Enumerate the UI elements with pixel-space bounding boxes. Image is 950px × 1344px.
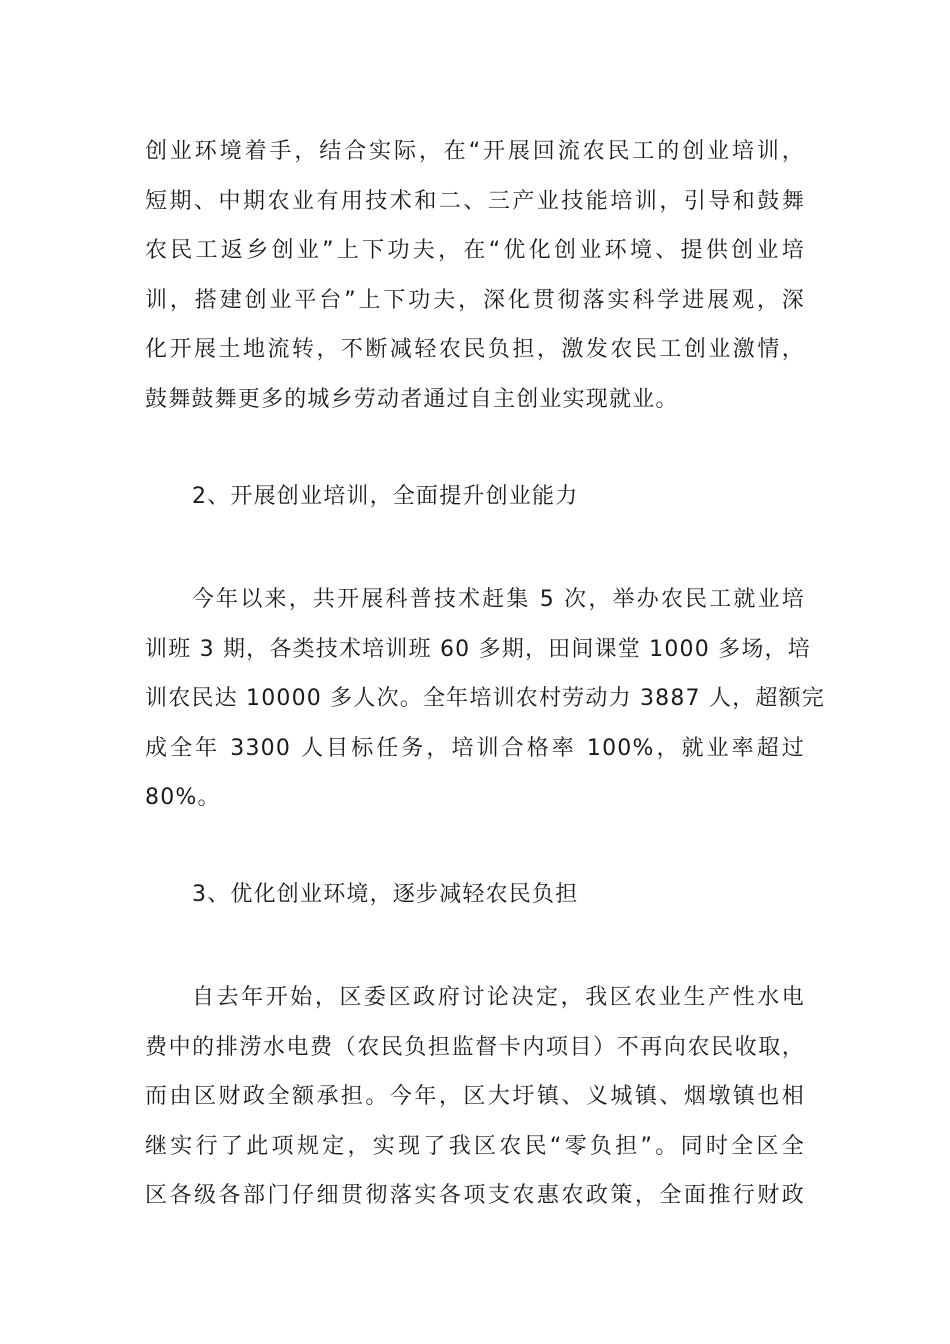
paragraph-3-line-1: 自去年开始，区委区政府讨论决定，我区农业生产性水电 [192,985,805,1010]
paragraph-3-line-3: 而由区财政全额承担。今年，区大圩镇、义城镇、烟墩镇也相 [145,1084,805,1109]
paragraph-3 [145,973,805,1221]
paragraph-1-line-6: 鼓舞鼓舞更多的城乡劳动者通过自主创业实现就业。 [145,386,679,412]
paragraph-1-line-1: 创业环境着手，结合实际，在“开展回流农民工的创业培训， [145,139,805,164]
paragraph-1-line-5: 化开展土地流转，不断减轻农民负担，激发农民工创业激情， [145,337,805,362]
paragraph-3-line-4: 继实行了此项规定，实现了我区农民“零负担”。同时全区全 [145,1133,805,1159]
paragraph-3-line-2: 费中的排涝水电费（农民负担监督卡内项目）不再向农民收取， [145,1034,805,1060]
section-heading-3: 3、优化创业环境，逐步减轻农民负担 [192,882,579,907]
paragraph-2-line-4: 成全年 3300 人目标任务，培训合格率 100%，就业率超过 [145,735,805,761]
section-heading-2: 2、开展创业培训，全面提升创业能力 [192,484,579,509]
paragraph-1-line-4: 训，搭建创业平台”上下功夫，深化贯彻落实科学进展观，深 [145,287,805,313]
paragraph-2-line-3: 训农民达 10000 多人次。全年培训农村劳动力 3887 人，超额完 [145,686,825,711]
paragraph-1-line-2: 短期、中期农业有用技术和二、三产业技能培训，引导和鼓舞 [145,188,805,214]
paragraph-2-line-1: 今年以来，共开展科普技术赶集 5 次，举办农民工就业培 [192,587,805,612]
paragraph-1 [145,127,805,424]
paragraph-2-line-5: 80%。 [145,785,221,810]
paragraph-3-line-5: 区各级各部门仔细贯彻落实各项支农惠农政策，全面推行财政 [145,1183,805,1208]
paragraph-1-line-3: 农民工返乡创业”上下功夫，在“优化创业环境、提供创业培 [145,238,805,263]
paragraph-2-line-2: 训班 3 期，各类技术培训班 60 多期，田间课堂 1000 多场，培 [145,636,811,662]
paragraph-2 [145,575,825,823]
